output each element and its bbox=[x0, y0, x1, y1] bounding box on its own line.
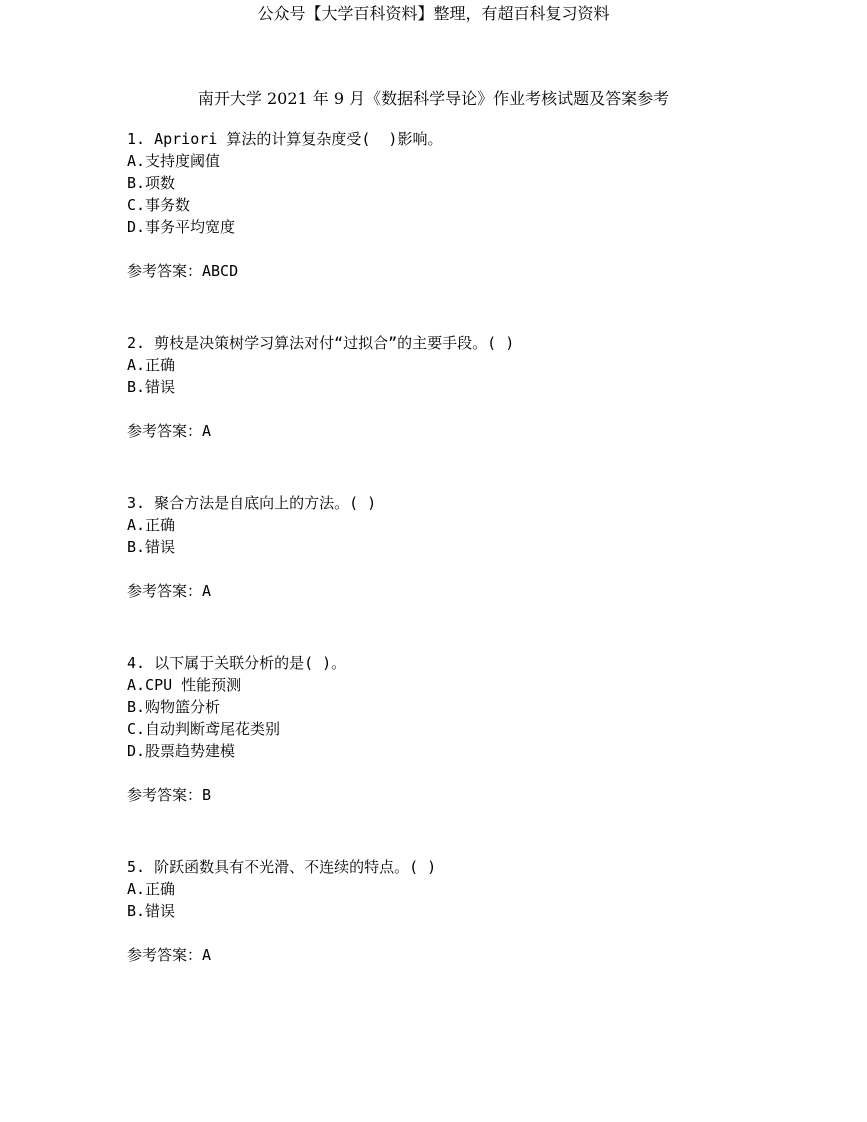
option-d: D.股票趋势建模 bbox=[127, 742, 236, 760]
reference-answer: 参考答案：A bbox=[127, 582, 212, 600]
document-title: 南开大学 2021 年 9 月《数据科学导论》作业考核试题及答案参考 bbox=[197, 89, 670, 108]
reference-answer: 参考答案：A bbox=[127, 946, 212, 964]
question-stem: 5. 阶跃函数具有不光滑、不连续的特点。( ) bbox=[127, 858, 437, 876]
option-b: B.购物篮分析 bbox=[127, 698, 221, 716]
option-c: C.事务数 bbox=[127, 196, 191, 214]
question-3 bbox=[127, 492, 827, 602]
question-5 bbox=[127, 856, 827, 966]
question-1 bbox=[127, 128, 827, 282]
question-stem: 1. Apriori 算法的计算复杂度受( )影响。 bbox=[127, 130, 443, 148]
reference-answer: 参考答案：ABCD bbox=[127, 262, 239, 280]
reference-answer: 参考答案：A bbox=[127, 422, 212, 440]
option-c: C.自动判断鸢尾花类别 bbox=[127, 720, 281, 738]
option-a: A.正确 bbox=[127, 356, 176, 374]
option-a: A.支持度阈值 bbox=[127, 152, 221, 170]
reference-answer: 参考答案：B bbox=[127, 786, 212, 804]
option-a: A.CPU 性能预测 bbox=[127, 676, 242, 694]
question-stem: 4. 以下属于关联分析的是( )。 bbox=[127, 654, 347, 672]
option-b: B.错误 bbox=[127, 538, 176, 556]
question-stem: 2. 剪枝是决策树学习算法对付“过拟合”的主要手段。( ) bbox=[127, 334, 515, 352]
option-d: D.事务平均宽度 bbox=[127, 218, 236, 236]
option-b: B.错误 bbox=[127, 902, 176, 920]
question-4 bbox=[127, 652, 827, 806]
option-b: B.错误 bbox=[127, 378, 176, 396]
question-stem: 3. 聚合方法是自底向上的方法。( ) bbox=[127, 494, 377, 512]
option-a: A.正确 bbox=[127, 516, 176, 534]
question-2 bbox=[127, 332, 827, 442]
question-list bbox=[127, 128, 827, 1016]
option-b: B.项数 bbox=[127, 174, 176, 192]
header-watermark: 公众号【大学百科资料】整理，有超百科复习资料 bbox=[257, 4, 610, 23]
option-a: A.正确 bbox=[127, 880, 176, 898]
